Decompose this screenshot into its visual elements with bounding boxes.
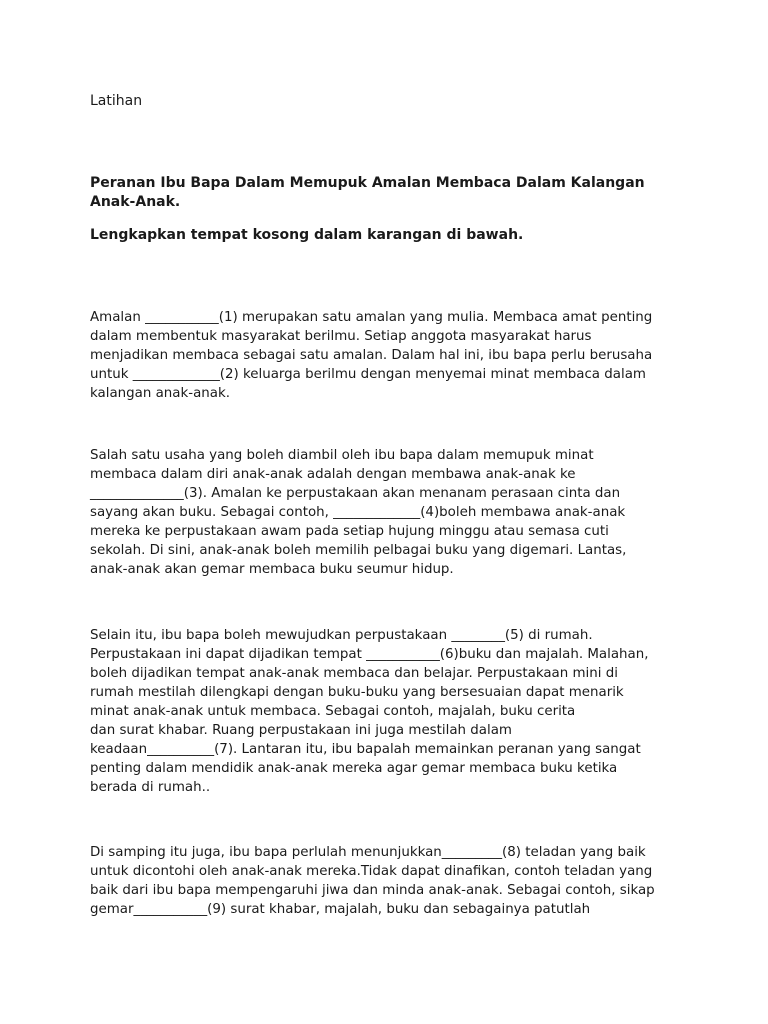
paragraph-line: keadaan__________(7). Lantaran itu, ibu bapalah memainkan peranan yang sangat bbox=[90, 742, 641, 757]
paragraph-line: baik dari ibu bapa mempengaruhi jiwa dan minda anak-anak. Sebagai contoh, sikap bbox=[90, 883, 655, 898]
paragraph-line: Amalan ___________(1) merupakan satu amalan yang mulia. Membaca amat penting bbox=[90, 310, 653, 325]
paragraph-line: boleh dijadikan tempat anak-anak membaca dan belajar. Perpustakaan mini di bbox=[90, 666, 618, 681]
paragraph-line: menjadikan membaca sebagai satu amalan. Dalam hal ini, ibu bapa perlu berusaha bbox=[90, 348, 653, 363]
paragraph-line: untuk _____________(2) keluarga berilmu dengan menyemai minat membaca dalam bbox=[90, 367, 646, 382]
paragraph-3 bbox=[90, 626, 690, 797]
paragraph-line: ______________(3). Amalan ke perpustakaan akan menanam perasaan cinta dan bbox=[90, 486, 621, 501]
essay-title: Peranan Ibu Bapa Dalam Memupuk Amalan Membaca Dalam Kalangan Anak-Anak. bbox=[90, 175, 645, 210]
exercise-label: Latihan bbox=[90, 93, 143, 109]
paragraph-line: dan surat khabar. Ruang perpustakaan ini juga mestilah dalam bbox=[90, 723, 512, 738]
paragraph-line: Di samping itu juga, ibu bapa perlulah menunjukkan_________(8) teladan yang baik bbox=[90, 845, 646, 860]
paragraph-2 bbox=[90, 446, 690, 579]
document-page bbox=[90, 0, 690, 1024]
paragraph-line: mereka ke perpustakaan awam pada setiap hujung minggu atau semasa cuti bbox=[90, 524, 609, 539]
paragraph-1 bbox=[90, 308, 690, 403]
paragraph-line: anak-anak akan gemar membaca buku seumur hidup. bbox=[90, 562, 454, 577]
paragraph-line: Perpustakaan ini dapat dijadikan tempat ___________(6)buku dan majalah. Malahan, bbox=[90, 647, 649, 662]
paragraph-line: gemar___________(9) surat khabar, majalah, buku dan sebagainya patutlah bbox=[90, 902, 591, 917]
paragraph-line: penting dalam mendidik anak-anak mereka agar gemar membaca buku ketika bbox=[90, 761, 618, 776]
paragraph-line: minat anak-anak untuk membaca. Sebagai contoh, majalah, buku cerita bbox=[90, 704, 576, 719]
paragraph-4 bbox=[90, 843, 690, 919]
instruction-text: Lengkapkan tempat kosong dalam karangan di bawah. bbox=[90, 227, 524, 243]
paragraph-line: Salah satu usaha yang boleh diambil oleh ibu bapa dalam memupuk minat bbox=[90, 448, 594, 463]
paragraph-line: berada di rumah.. bbox=[90, 780, 211, 795]
paragraph-line: untuk dicontohi oleh anak-anak mereka.Tidak dapat dinafikan, contoh teladan yang bbox=[90, 864, 653, 879]
paragraph-line: sayang akan buku. Sebagai contoh, _____________(4)boleh membawa anak-anak bbox=[90, 505, 626, 520]
paragraph-line: dalam membentuk masyarakat berilmu. Setiap anggota masyarakat harus bbox=[90, 329, 592, 344]
paragraph-line: sekolah. Di sini, anak-anak boleh memilih pelbagai buku yang digemari. Lantas, bbox=[90, 543, 627, 558]
paragraph-line: Selain itu, ibu bapa boleh mewujudkan perpustakaan ________(5) di rumah. bbox=[90, 628, 593, 643]
paragraph-line: kalangan anak-anak. bbox=[90, 386, 230, 401]
paragraph-line: membaca dalam diri anak-anak adalah dengan membawa anak-anak ke bbox=[90, 467, 576, 482]
paragraph-line: rumah mestilah dilengkapi dengan buku-buku yang bersesuaian dapat menarik bbox=[90, 685, 624, 700]
